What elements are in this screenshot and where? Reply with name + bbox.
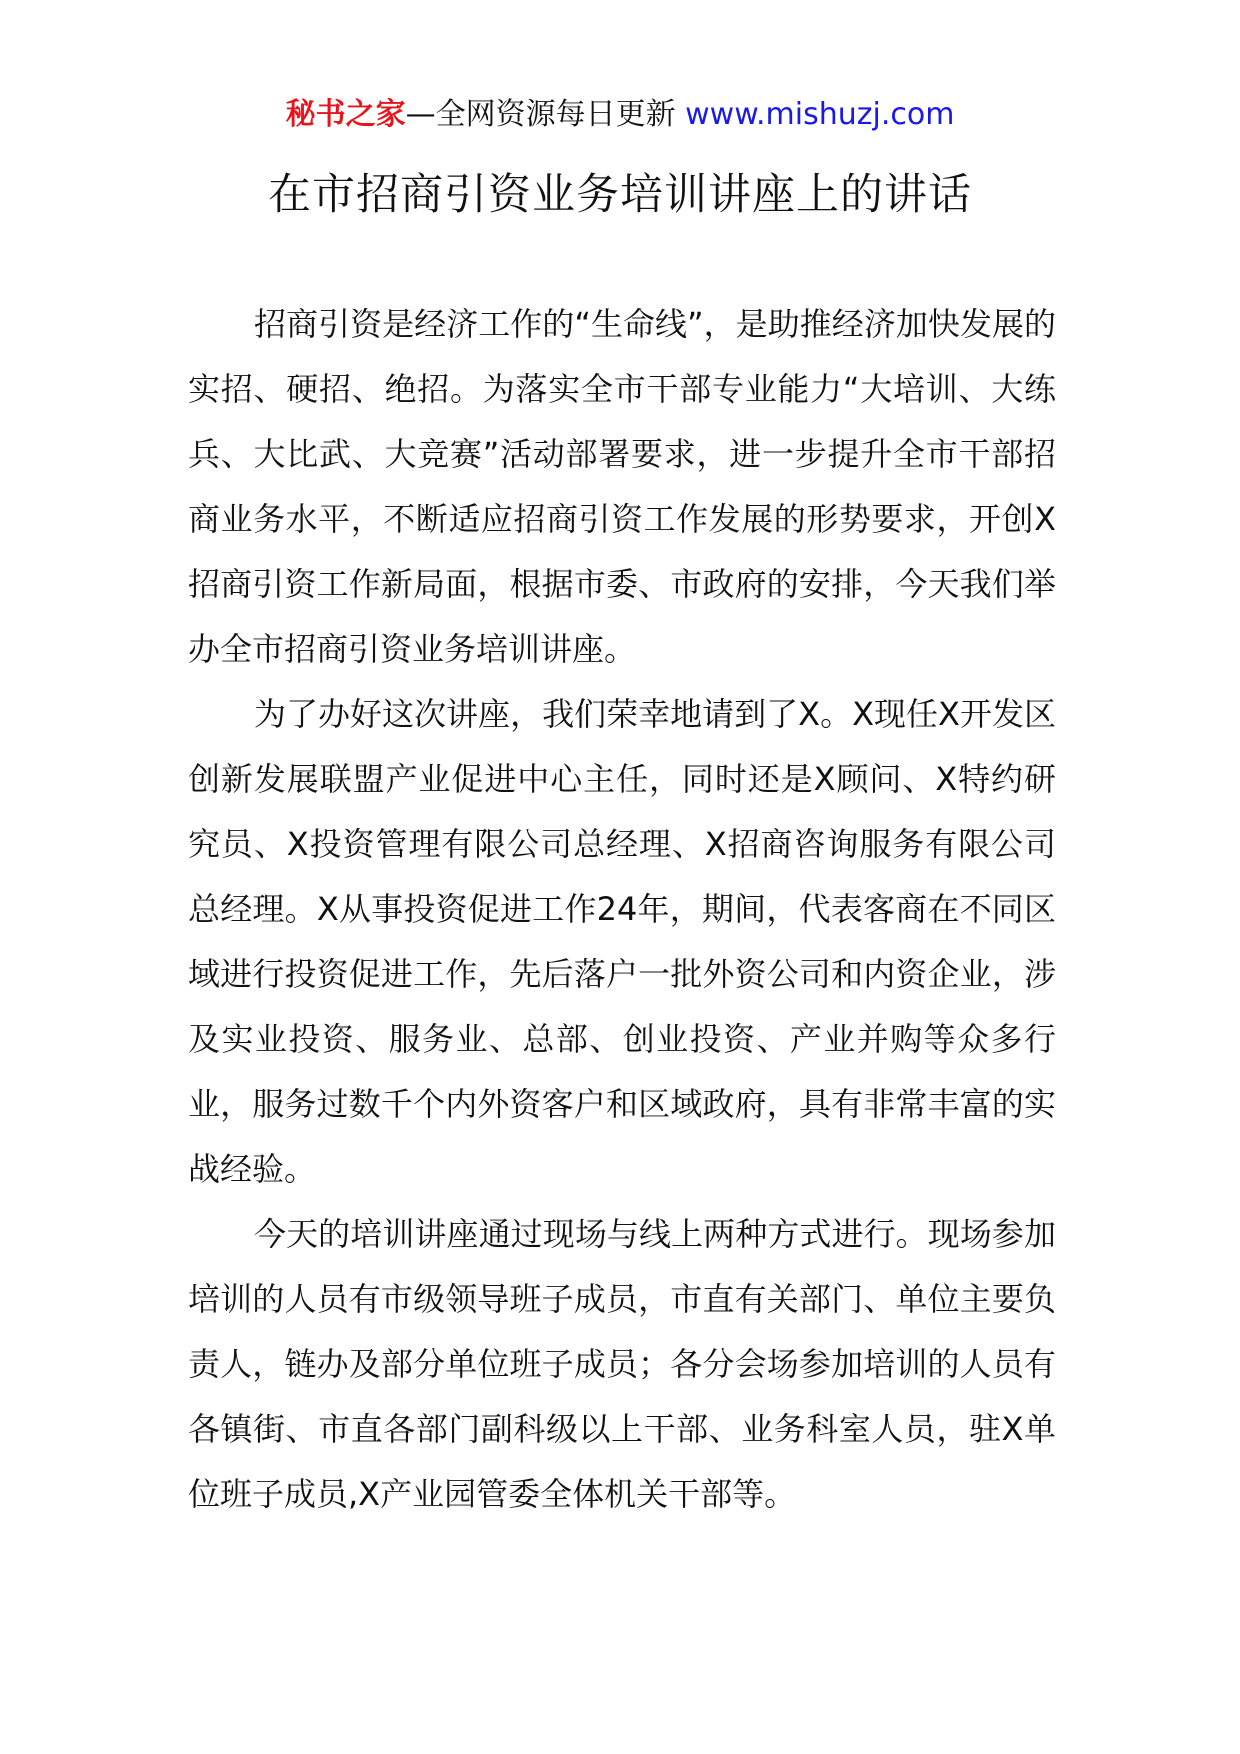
- site-slogan: —全网资源每日更新: [405, 97, 676, 132]
- document-body: [188, 292, 1056, 1527]
- document-title: 在市招商引资业务培训讲座上的讲话: [268, 170, 972, 220]
- paragraph-2: 为了办好这次讲座，我们荣幸地请到了X。X现任X开发区创新发展联盟产业促进中心主任，同时还是X顾问、X特约研究员、X投资管理有限公司总经理、X招商咨询服务有限公司总经理。X从事投资促进工作24年，期间，代表客商在不同区域进行投资促进工作，先后落户一批外资公司和内资企业，涉及实业投资、服务业、总部、创业投资、产业并购等众多行业，服务过数千个内外资客户和区域政府，具有非常丰富的实战经验。: [188, 695, 1056, 1188]
- site-url: www.mishuzj.com: [685, 97, 955, 132]
- site-brand-name: 秘书之家: [285, 97, 406, 132]
- paragraph-1: 招商引资是经济工作的“生命线”，是助推经济加快发展的实招、硬招、绝招。为落实全市干部专业能力“大培训、大练兵、大比武、大竞赛”活动部署要求，进一步提升全市干部招商业务水平，不断适应招商引资工作发展的形势要求，开创X招商引资工作新局面，根据市委、市政府的安排，今天我们举办全市招商引资业务培训讲座。: [188, 305, 1056, 668]
- site-watermark-header: [0, 95, 1240, 135]
- paragraph-3: 今天的培训讲座通过现场与线上两种方式进行。现场参加培训的人员有市级领导班子成员，市直有关部门、单位主要负责人，链办及部分单位班子成员；各分会场参加培训的人员有各镇街、市直各部门副科级以上干部、业务科室人员，驻X单位班子成员,X产业园管委全体机关干部等。: [188, 1215, 1056, 1513]
